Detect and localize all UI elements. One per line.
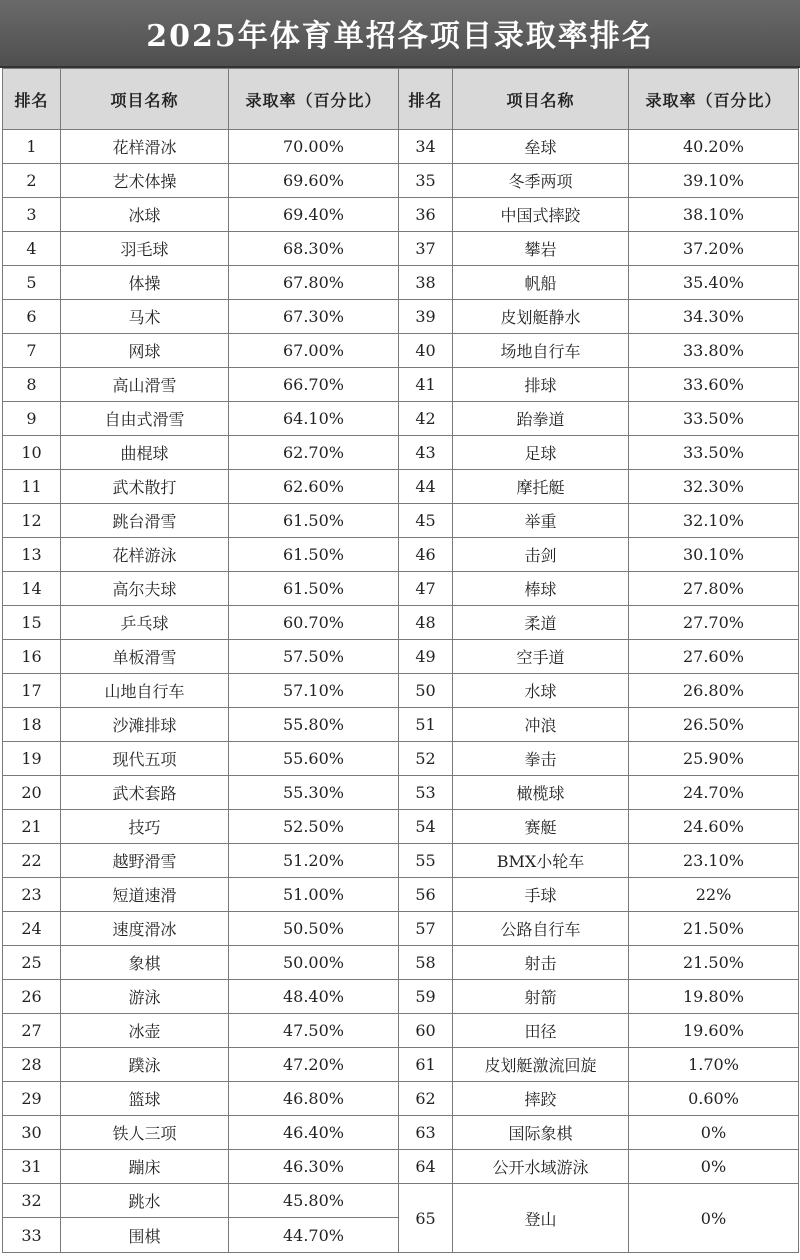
- rank-cell: 23: [3, 878, 61, 912]
- table-row: [3, 334, 799, 368]
- rate-cell: 46.30%: [229, 1150, 399, 1184]
- rate-cell: 68.30%: [229, 232, 399, 266]
- rank-cell: 49: [399, 640, 453, 674]
- rank-cell: 65: [399, 1184, 453, 1253]
- rank-cell: 22: [3, 844, 61, 878]
- rank-cell: 9: [3, 402, 61, 436]
- rate-cell: 70.00%: [229, 130, 399, 164]
- header-rate-left: 录取率（百分比）: [229, 69, 399, 130]
- rank-cell: 59: [399, 980, 453, 1014]
- rank-cell: 38: [399, 266, 453, 300]
- rate-cell: 32.10%: [629, 504, 799, 538]
- rank-cell: 32: [3, 1184, 61, 1218]
- rank-cell: 64: [399, 1150, 453, 1184]
- name-cell: 足球: [453, 436, 629, 470]
- rank-cell: 26: [3, 980, 61, 1014]
- rate-cell: 26.80%: [629, 674, 799, 708]
- rank-cell: 16: [3, 640, 61, 674]
- name-cell: 垒球: [453, 130, 629, 164]
- rank-cell: 53: [399, 776, 453, 810]
- name-cell: 象棋: [61, 946, 229, 980]
- rank-cell: 4: [3, 232, 61, 266]
- rate-cell: 57.50%: [229, 640, 399, 674]
- rate-cell: 67.80%: [229, 266, 399, 300]
- rate-cell: 69.40%: [229, 198, 399, 232]
- rank-cell: 43: [399, 436, 453, 470]
- name-cell: 围棋: [61, 1218, 229, 1253]
- name-cell: 铁人三项: [61, 1116, 229, 1150]
- rank-cell: 50: [399, 674, 453, 708]
- rate-cell: 50.00%: [229, 946, 399, 980]
- rate-cell: 64.10%: [229, 402, 399, 436]
- name-cell: 摔跤: [453, 1082, 629, 1116]
- rate-cell: 26.50%: [629, 708, 799, 742]
- table-row: [3, 776, 799, 810]
- rank-cell: 47: [399, 572, 453, 606]
- table-row: [3, 1184, 799, 1218]
- table-row: [3, 164, 799, 198]
- name-cell: 举重: [453, 504, 629, 538]
- rank-cell: 42: [399, 402, 453, 436]
- rate-cell: 27.70%: [629, 606, 799, 640]
- rank-cell: 40: [399, 334, 453, 368]
- name-cell: 跆拳道: [453, 402, 629, 436]
- name-cell: 手球: [453, 878, 629, 912]
- table-row: [3, 470, 799, 504]
- rate-cell: 24.70%: [629, 776, 799, 810]
- rate-cell: 21.50%: [629, 946, 799, 980]
- rank-cell: 63: [399, 1116, 453, 1150]
- rank-cell: 3: [3, 198, 61, 232]
- name-cell: 艺术体操: [61, 164, 229, 198]
- name-cell: 水球: [453, 674, 629, 708]
- name-cell: 场地自行车: [453, 334, 629, 368]
- name-cell: 花样滑冰: [61, 130, 229, 164]
- name-cell: 登山: [453, 1184, 629, 1253]
- rate-cell: 46.80%: [229, 1082, 399, 1116]
- header-name-right: 项目名称: [453, 69, 629, 130]
- name-cell: 自由式滑雪: [61, 402, 229, 436]
- name-cell: 排球: [453, 368, 629, 402]
- name-cell: 羽毛球: [61, 232, 229, 266]
- rank-cell: 46: [399, 538, 453, 572]
- name-cell: 速度滑冰: [61, 912, 229, 946]
- rank-cell: 29: [3, 1082, 61, 1116]
- name-cell: 单板滑雪: [61, 640, 229, 674]
- table-row: [3, 198, 799, 232]
- rate-cell: 61.50%: [229, 538, 399, 572]
- rate-cell: 45.80%: [229, 1184, 399, 1218]
- rank-cell: 5: [3, 266, 61, 300]
- rank-cell: 14: [3, 572, 61, 606]
- rank-cell: 10: [3, 436, 61, 470]
- name-cell: 田径: [453, 1014, 629, 1048]
- name-cell: 花样游泳: [61, 538, 229, 572]
- rate-cell: 51.00%: [229, 878, 399, 912]
- name-cell: 击剑: [453, 538, 629, 572]
- rank-cell: 48: [399, 606, 453, 640]
- table-row: [3, 1082, 799, 1116]
- rate-cell: 0%: [629, 1116, 799, 1150]
- table-row: [3, 1014, 799, 1048]
- header-rank-right: 排名: [399, 69, 453, 130]
- name-cell: 公开水域游泳: [453, 1150, 629, 1184]
- name-cell: 国际象棋: [453, 1116, 629, 1150]
- rate-cell: 62.70%: [229, 436, 399, 470]
- rank-cell: 6: [3, 300, 61, 334]
- rate-cell: 34.30%: [629, 300, 799, 334]
- name-cell: 篮球: [61, 1082, 229, 1116]
- rank-cell: 34: [399, 130, 453, 164]
- rank-cell: 21: [3, 810, 61, 844]
- name-cell: 跳水: [61, 1184, 229, 1218]
- rate-cell: 22%: [629, 878, 799, 912]
- rate-cell: 46.40%: [229, 1116, 399, 1150]
- rate-cell: 55.30%: [229, 776, 399, 810]
- rate-cell: 27.80%: [629, 572, 799, 606]
- table-row: [3, 266, 799, 300]
- rank-cell: 31: [3, 1150, 61, 1184]
- rank-cell: 61: [399, 1048, 453, 1082]
- table-row: [3, 878, 799, 912]
- rank-cell: 30: [3, 1116, 61, 1150]
- rate-cell: 67.00%: [229, 334, 399, 368]
- rank-cell: 41: [399, 368, 453, 402]
- rank-cell: 54: [399, 810, 453, 844]
- rank-cell: 13: [3, 538, 61, 572]
- name-cell: 射箭: [453, 980, 629, 1014]
- name-cell: 网球: [61, 334, 229, 368]
- name-cell: BMX小轮车: [453, 844, 629, 878]
- name-cell: 摩托艇: [453, 470, 629, 504]
- rate-cell: 33.50%: [629, 402, 799, 436]
- rate-cell: 38.10%: [629, 198, 799, 232]
- rate-cell: 24.60%: [629, 810, 799, 844]
- table-row: [3, 130, 799, 164]
- rank-cell: 28: [3, 1048, 61, 1082]
- rate-cell: 55.80%: [229, 708, 399, 742]
- header-row: [3, 69, 799, 130]
- rate-cell: 30.10%: [629, 538, 799, 572]
- rate-cell: 35.40%: [629, 266, 799, 300]
- rate-cell: 47.50%: [229, 1014, 399, 1048]
- rank-cell: 1: [3, 130, 61, 164]
- name-cell: 越野滑雪: [61, 844, 229, 878]
- rank-cell: 27: [3, 1014, 61, 1048]
- name-cell: 武术套路: [61, 776, 229, 810]
- table-row: [3, 1116, 799, 1150]
- rate-cell: 52.50%: [229, 810, 399, 844]
- name-cell: 橄榄球: [453, 776, 629, 810]
- name-cell: 柔道: [453, 606, 629, 640]
- name-cell: 曲棍球: [61, 436, 229, 470]
- name-cell: 高山滑雪: [61, 368, 229, 402]
- table-row: [3, 708, 799, 742]
- rank-cell: 20: [3, 776, 61, 810]
- rate-cell: 39.10%: [629, 164, 799, 198]
- rank-cell: 35: [399, 164, 453, 198]
- name-cell: 攀岩: [453, 232, 629, 266]
- name-cell: 现代五项: [61, 742, 229, 776]
- name-cell: 短道速滑: [61, 878, 229, 912]
- rate-cell: 32.30%: [629, 470, 799, 504]
- rate-cell: 67.30%: [229, 300, 399, 334]
- header-rate-right: 录取率（百分比）: [629, 69, 799, 130]
- rank-cell: 33: [3, 1218, 61, 1253]
- rate-cell: 23.10%: [629, 844, 799, 878]
- rate-cell: 27.60%: [629, 640, 799, 674]
- rank-cell: 7: [3, 334, 61, 368]
- rank-cell: 45: [399, 504, 453, 538]
- rank-cell: 62: [399, 1082, 453, 1116]
- rank-cell: 57: [399, 912, 453, 946]
- rank-cell: 51: [399, 708, 453, 742]
- table-row: [3, 912, 799, 946]
- rank-cell: 55: [399, 844, 453, 878]
- name-cell: 棒球: [453, 572, 629, 606]
- table-row: [3, 436, 799, 470]
- name-cell: 武术散打: [61, 470, 229, 504]
- name-cell: 射击: [453, 946, 629, 980]
- document-title: 2025年体育单招各项目录取率排名: [0, 0, 800, 68]
- name-cell: 空手道: [453, 640, 629, 674]
- rate-cell: 44.70%: [229, 1218, 399, 1253]
- name-cell: 高尔夫球: [61, 572, 229, 606]
- table-row: [3, 300, 799, 334]
- rate-cell: 37.20%: [629, 232, 799, 266]
- name-cell: 冲浪: [453, 708, 629, 742]
- name-cell: 山地自行车: [61, 674, 229, 708]
- table-row: [3, 572, 799, 606]
- rate-cell: 57.10%: [229, 674, 399, 708]
- name-cell: 马术: [61, 300, 229, 334]
- table-row: [3, 946, 799, 980]
- ranking-body: [3, 130, 799, 1253]
- name-cell: 游泳: [61, 980, 229, 1014]
- rate-cell: 1.70%: [629, 1048, 799, 1082]
- rate-cell: 61.50%: [229, 504, 399, 538]
- rate-cell: 61.50%: [229, 572, 399, 606]
- rate-cell: 21.50%: [629, 912, 799, 946]
- rate-cell: 40.20%: [629, 130, 799, 164]
- name-cell: 赛艇: [453, 810, 629, 844]
- rate-cell: 55.60%: [229, 742, 399, 776]
- rank-cell: 56: [399, 878, 453, 912]
- name-cell: 帆船: [453, 266, 629, 300]
- rank-cell: 44: [399, 470, 453, 504]
- rank-cell: 18: [3, 708, 61, 742]
- rank-cell: 58: [399, 946, 453, 980]
- rate-cell: 69.60%: [229, 164, 399, 198]
- rate-cell: 66.70%: [229, 368, 399, 402]
- name-cell: 体操: [61, 266, 229, 300]
- rate-cell: 0%: [629, 1184, 799, 1253]
- table-row: [3, 640, 799, 674]
- name-cell: 沙滩排球: [61, 708, 229, 742]
- rank-cell: 36: [399, 198, 453, 232]
- header-rank-left: 排名: [3, 69, 61, 130]
- table-row: [3, 368, 799, 402]
- rank-cell: 52: [399, 742, 453, 776]
- table-row: [3, 606, 799, 640]
- rank-cell: 17: [3, 674, 61, 708]
- name-cell: 蹼泳: [61, 1048, 229, 1082]
- rate-cell: 60.70%: [229, 606, 399, 640]
- rank-cell: 25: [3, 946, 61, 980]
- table-row: [3, 1048, 799, 1082]
- rate-cell: 62.60%: [229, 470, 399, 504]
- table-row: [3, 402, 799, 436]
- rate-cell: 48.40%: [229, 980, 399, 1014]
- rate-cell: 47.20%: [229, 1048, 399, 1082]
- rate-cell: 33.60%: [629, 368, 799, 402]
- name-cell: 中国式摔跤: [453, 198, 629, 232]
- name-cell: 乒乓球: [61, 606, 229, 640]
- name-cell: 公路自行车: [453, 912, 629, 946]
- name-cell: 冰球: [61, 198, 229, 232]
- table-row: [3, 504, 799, 538]
- rank-cell: 37: [399, 232, 453, 266]
- rate-cell: 51.20%: [229, 844, 399, 878]
- table-row: [3, 980, 799, 1014]
- name-cell: 跳台滑雪: [61, 504, 229, 538]
- rate-cell: 19.80%: [629, 980, 799, 1014]
- rank-cell: 39: [399, 300, 453, 334]
- name-cell: 拳击: [453, 742, 629, 776]
- rate-cell: 50.50%: [229, 912, 399, 946]
- ranking-table: [2, 68, 799, 1253]
- rate-cell: 33.80%: [629, 334, 799, 368]
- rank-cell: 2: [3, 164, 61, 198]
- rank-cell: 11: [3, 470, 61, 504]
- table-row: [3, 810, 799, 844]
- name-cell: 皮划艇激流回旋: [453, 1048, 629, 1082]
- rank-cell: 8: [3, 368, 61, 402]
- header-name-left: 项目名称: [61, 69, 229, 130]
- table-row: [3, 674, 799, 708]
- rank-cell: 19: [3, 742, 61, 776]
- rank-cell: 15: [3, 606, 61, 640]
- name-cell: 蹦床: [61, 1150, 229, 1184]
- rate-cell: 19.60%: [629, 1014, 799, 1048]
- table-row: [3, 1150, 799, 1184]
- name-cell: 皮划艇静水: [453, 300, 629, 334]
- table-row: [3, 742, 799, 776]
- name-cell: 冬季两项: [453, 164, 629, 198]
- table-row: [3, 844, 799, 878]
- rate-cell: 25.90%: [629, 742, 799, 776]
- rate-cell: 33.50%: [629, 436, 799, 470]
- rank-cell: 12: [3, 504, 61, 538]
- rank-cell: 60: [399, 1014, 453, 1048]
- rate-cell: 0.60%: [629, 1082, 799, 1116]
- name-cell: 冰壶: [61, 1014, 229, 1048]
- rate-cell: 0%: [629, 1150, 799, 1184]
- table-row: [3, 232, 799, 266]
- name-cell: 技巧: [61, 810, 229, 844]
- table-row: [3, 538, 799, 572]
- rank-cell: 24: [3, 912, 61, 946]
